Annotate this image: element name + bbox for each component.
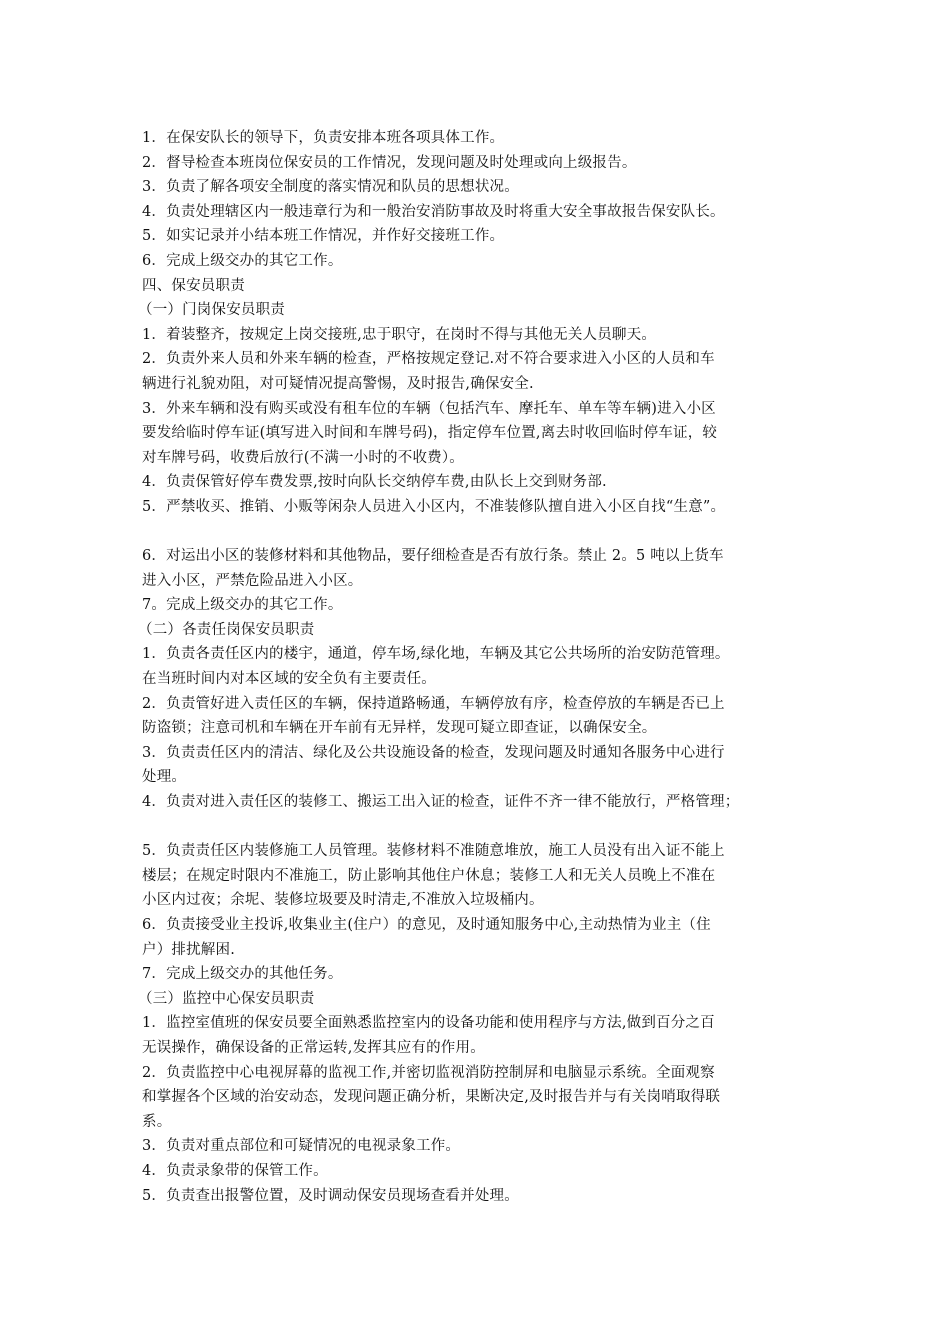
blank-line <box>142 815 822 840</box>
text-line: 2．督导检查本班岗位保安员的工作情况，发现问题及时处理或向上级报告。 <box>142 154 637 171</box>
text-line: 辆进行礼貌劝阻，对可疑情况提高警惕，及时报告,确保安全. <box>142 375 534 392</box>
text-line: 5．负责责任区内装修施工人员管理。装修材料不准随意堆放，施工人员没有出入证不能上 <box>142 843 725 860</box>
text-line: 防盗锁；注意司机和车辆在开车前有无异样，发现可疑立即查证，以确保安全。 <box>142 720 657 737</box>
text-line: 在当班时间内对本区域的安全负有主要责任。 <box>142 671 436 688</box>
text-line: 进入小区，严禁危险品进入小区。 <box>142 572 363 589</box>
text-line: （二）各责任岗保安员职责 <box>138 621 315 638</box>
text-line: 5．严禁收买、推销、小贩等闲杂人员进入小区内，不准装修队擅自进入小区自找“生意”。 <box>142 498 726 515</box>
text-line: 四、保安员职责 <box>142 277 245 294</box>
text-line: 4．负责对进入责任区的装修工、搬运工出入证的检查，证件不齐一律不能放行，严格管理； <box>142 794 740 811</box>
text-line: （一）门岗保安员职责 <box>138 302 285 319</box>
text-line: 2．负责外来人员和外来车辆的检查，严格按规定登记.对不符合要求进入小区的人员和车 <box>142 351 715 368</box>
text-line: 和掌握各个区域的治安动态，发现问题正确分析，果断决定,及时报告并与有关岗哨取得联 <box>142 1089 721 1106</box>
text-line: 4．负责录象带的保管工作。 <box>142 1162 328 1179</box>
text-line: 7．完成上级交办的其他任务。 <box>142 966 343 983</box>
text-line: 2．负责监控中心电视屏幕的监视工作,并密切监视消防控制屏和电脑显示系统。全面观察 <box>142 1064 715 1081</box>
text-line: 6．对运出小区的装修材料和其他物品，要仔细检查是否有放行条。禁止 2。5 吨以上货车 <box>142 548 724 565</box>
text-line: 无误操作，确保设备的正常运转,发挥其应有的作用。 <box>142 1039 485 1056</box>
text-line: 对车牌号码，收费后放行(不满一小时的不收费）。 <box>142 449 465 466</box>
text-line: 5．负责查出报警位置，及时调动保安员现场查看并处理。 <box>142 1187 519 1204</box>
text-line: 1．着装整齐，按规定上岗交接班,忠于职守，在岗时不得与其他无关人员聊天。 <box>142 326 657 343</box>
document-page <box>138 126 822 1208</box>
text-line: 6．完成上级交办的其它工作。 <box>142 252 343 269</box>
text-line: 3．负责对重点部位和可疑情况的电视录象工作。 <box>142 1138 461 1155</box>
text-line: 楼层；在规定时限内不准施工，防止影响其他住户休息；装修工人和无关人员晚上不准在 <box>142 867 716 884</box>
text-line: 1．在保安队长的领导下，负责安排本班各项具体工作。 <box>142 130 505 146</box>
text-line: （三）监控中心保安员职责 <box>138 990 315 1007</box>
text-line: 2．负责管好进入责任区的车辆，保持道路畅通，车辆停放有序，检查停放的车辆是否已上 <box>142 695 725 712</box>
text-line: 要发给临时停车证(填写进入时间和车牌号码)，指定停车位置,离去时收回临时停车证，较 <box>142 425 718 442</box>
text-line: 7。完成上级交办的其它工作。 <box>142 597 343 614</box>
text-line: 3．负责责任区内的清洁、绿化及公共设施设备的检查，发现问题及时通知各服务中心进行 <box>142 744 725 761</box>
blank-line <box>142 520 822 545</box>
text-line: 小区内过夜；余坭、装修垃圾要及时清走,不准放入垃圾桶内。 <box>142 892 544 909</box>
text-line: 系。 <box>142 1113 172 1130</box>
text-line: 5．如实记录并小结本班工作情况，并作好交接班工作。 <box>142 228 505 245</box>
text-line: 3．外来车辆和没有购买或没有租车位的车辆（包括汽车、摩托车、单车等车辆)进入小区 <box>142 400 716 417</box>
text-line: 4．负责处理辖区内一般违章行为和一般治安消防事故及时将重大安全事故报告保安队长。 <box>142 203 725 220</box>
text-line: 4．负责保管好停车费发票,按时向队长交纳停车费,由队长上交到财务部. <box>142 474 607 491</box>
text-line: 1．负责各责任区内的楼宇，通道，停车场,绿化地，车辆及其它公共场所的治安防范管理。 <box>142 646 730 663</box>
text-line: 6．负责接受业主投诉,收集业主(住户）的意见，及时通知服务中心,主动热情为业主（住 <box>142 917 711 933</box>
text-line: 处理。 <box>142 769 187 786</box>
text-line: 3．负责了解各项安全制度的落实情况和队员的思想状况。 <box>142 179 519 196</box>
text-line: 户）排扰解困. <box>142 941 236 958</box>
text-line: 1．监控室值班的保安员要全面熟悉监控室内的设备功能和使用程序与方法,做到百分之百 <box>142 1015 715 1032</box>
